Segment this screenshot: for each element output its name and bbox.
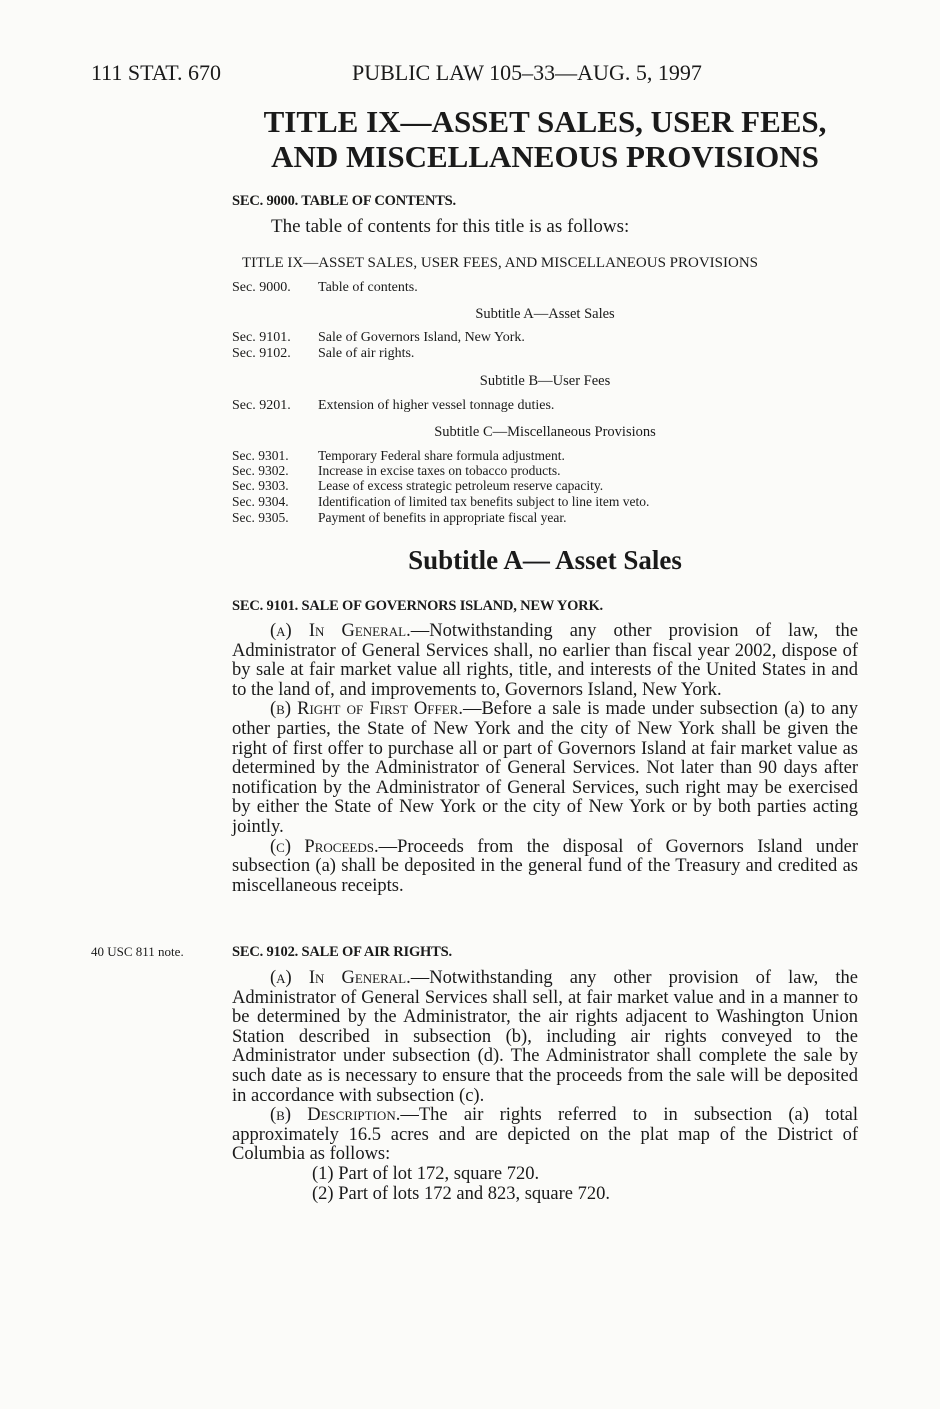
paragraph-text: —The air rights referred to in subsection (a) total approximately 16.5 acres and are depicted on the plat map of the District of Columbia as follows: bbox=[232, 1105, 858, 1165]
toc-row bbox=[232, 448, 565, 464]
paragraph-label: (b) Description. bbox=[270, 1105, 401, 1126]
title-line-2: AND MISCELLANEOUS PROVISIONS bbox=[271, 139, 819, 174]
toc-sec-title: Sale of Governors Island, New York. bbox=[318, 330, 525, 345]
toc-sec-title: Lease of excess strategic petroleum reserve capacity. bbox=[318, 478, 604, 493]
toc-sec-title: Payment of benefits in appropriate fiscal year. bbox=[318, 510, 567, 525]
toc-title-line: TITLE IX—ASSET SALES, USER FEES, AND MISCELLANEOUS PROVISIONS bbox=[242, 255, 759, 271]
paragraph-text: —Notwithstanding any other provision of law, the Administrator of General Services shall, no earlier than fiscal year 2002, dispose of by sale at fair market value all rights, title, and interests of the United States in and to the land of, and improvements to, Governors Island, New York. bbox=[232, 621, 859, 700]
toc-sec-number: Sec. 9305. bbox=[232, 510, 289, 525]
page-stat-number: 111 STAT. 670 bbox=[91, 60, 222, 85]
sec-9102-body bbox=[232, 969, 858, 1204]
margin-note: 40 USC 811 note. bbox=[91, 944, 184, 959]
toc-sec-number: Sec. 9101. bbox=[232, 330, 291, 345]
toc-sec-title: Extension of higher vessel tonnage duties. bbox=[318, 398, 555, 413]
toc-row bbox=[232, 478, 603, 494]
toc-row bbox=[232, 494, 649, 510]
toc-row bbox=[232, 346, 414, 362]
toc-row bbox=[232, 510, 567, 526]
paragraph-text: —Before a sale is made under subsection (a) to any other parties, the State of New York and the city of New York shall be given the right of first offer to purchase all or part of Governors Island at fair market value as determined by the Administrator of General Services. Not later than 90 days after notification by the Administrator of General Services, such right may be exercised by either the State of New York or the city of New York or by both parties acting jointly. bbox=[232, 699, 858, 837]
title-line-1: TITLE IX—ASSET SALES, USER FEES, bbox=[263, 104, 827, 139]
sec-9102-heading: SEC. 9102. SALE OF AIR RIGHTS. bbox=[232, 944, 452, 960]
sec-9101-body bbox=[232, 622, 858, 896]
toc-sec-number: Sec. 9000. bbox=[232, 280, 291, 295]
toc-subtitle-c: Subtitle C—Miscellaneous Provisions bbox=[434, 424, 656, 440]
paragraph-label: (b) Right of First Offer. bbox=[270, 699, 463, 720]
toc-sec-number: Sec. 9201. bbox=[232, 398, 291, 413]
toc-subtitle-a: Subtitle A—Asset Sales bbox=[475, 306, 615, 322]
paragraph-text: —Proceeds from the disposal of Governors Island under subsection (a) shall be deposited in the general fund of the Treasury and credited as miscellaneous receipts. bbox=[232, 836, 858, 896]
toc-sec-title: Sale of air rights. bbox=[318, 346, 415, 361]
paragraph-text: —Notwithstanding any other provision of law, the Administrator of General Services shall sell, at fair market value and in a manner to be determined by the Administrator, the air rights adjacent to Washington Union Station described in subsection (b), including air rights conveyed to the Administrator under subsection (d). The Administrator shall complete the sale by such date as is necessary to ensure that the proceeds from the sale will be deposited in accordance with subsection (c). bbox=[232, 968, 859, 1106]
toc-intro: The table of contents for this title is as follows: bbox=[271, 216, 630, 237]
toc-subtitle-b: Subtitle B—User Fees bbox=[479, 373, 611, 389]
paragraph-label: (c) Proceeds. bbox=[270, 836, 379, 857]
paragraph-a bbox=[232, 969, 858, 1106]
paragraph-label: (a) In General. bbox=[270, 968, 411, 988]
toc-sec-number: Sec. 9301. bbox=[232, 448, 289, 463]
list-item-2: (2) Part of lots 172 and 823, square 720. bbox=[312, 1183, 611, 1204]
paragraph-label: (a) In General. bbox=[270, 621, 411, 641]
paragraph-c bbox=[232, 838, 858, 897]
toc-row bbox=[232, 280, 418, 296]
subtitle-a-heading: Subtitle A— Asset Sales bbox=[408, 545, 682, 575]
toc-row bbox=[232, 463, 561, 479]
toc-row bbox=[232, 330, 525, 346]
toc-sec-number: Sec. 9303. bbox=[232, 478, 289, 493]
paragraph-a bbox=[232, 622, 858, 700]
running-header: PUBLIC LAW 105–33—AUG. 5, 1997 bbox=[352, 60, 702, 85]
toc-sec-title: Increase in excise taxes on tobacco products. bbox=[318, 463, 561, 478]
toc-sec-number: Sec. 9304. bbox=[232, 494, 289, 509]
toc-sec-title: Identification of limited tax benefits subject to line item veto. bbox=[318, 494, 650, 509]
toc-row bbox=[232, 398, 554, 414]
toc-sec-title: Table of contents. bbox=[318, 280, 418, 295]
list-item-1: (1) Part of lot 172, square 720. bbox=[312, 1163, 540, 1184]
paragraph-b bbox=[232, 700, 858, 837]
toc-sec-number: Sec. 9302. bbox=[232, 463, 289, 478]
sec-9101-heading: SEC. 9101. SALE OF GOVERNORS ISLAND, NEW YORK. bbox=[232, 598, 603, 614]
toc-sec-title: Temporary Federal share formula adjustment. bbox=[318, 448, 565, 463]
toc-sec-number: Sec. 9102. bbox=[232, 346, 291, 361]
paragraph-b bbox=[232, 1106, 858, 1165]
sec-9000-heading: SEC. 9000. TABLE OF CONTENTS. bbox=[232, 193, 456, 209]
